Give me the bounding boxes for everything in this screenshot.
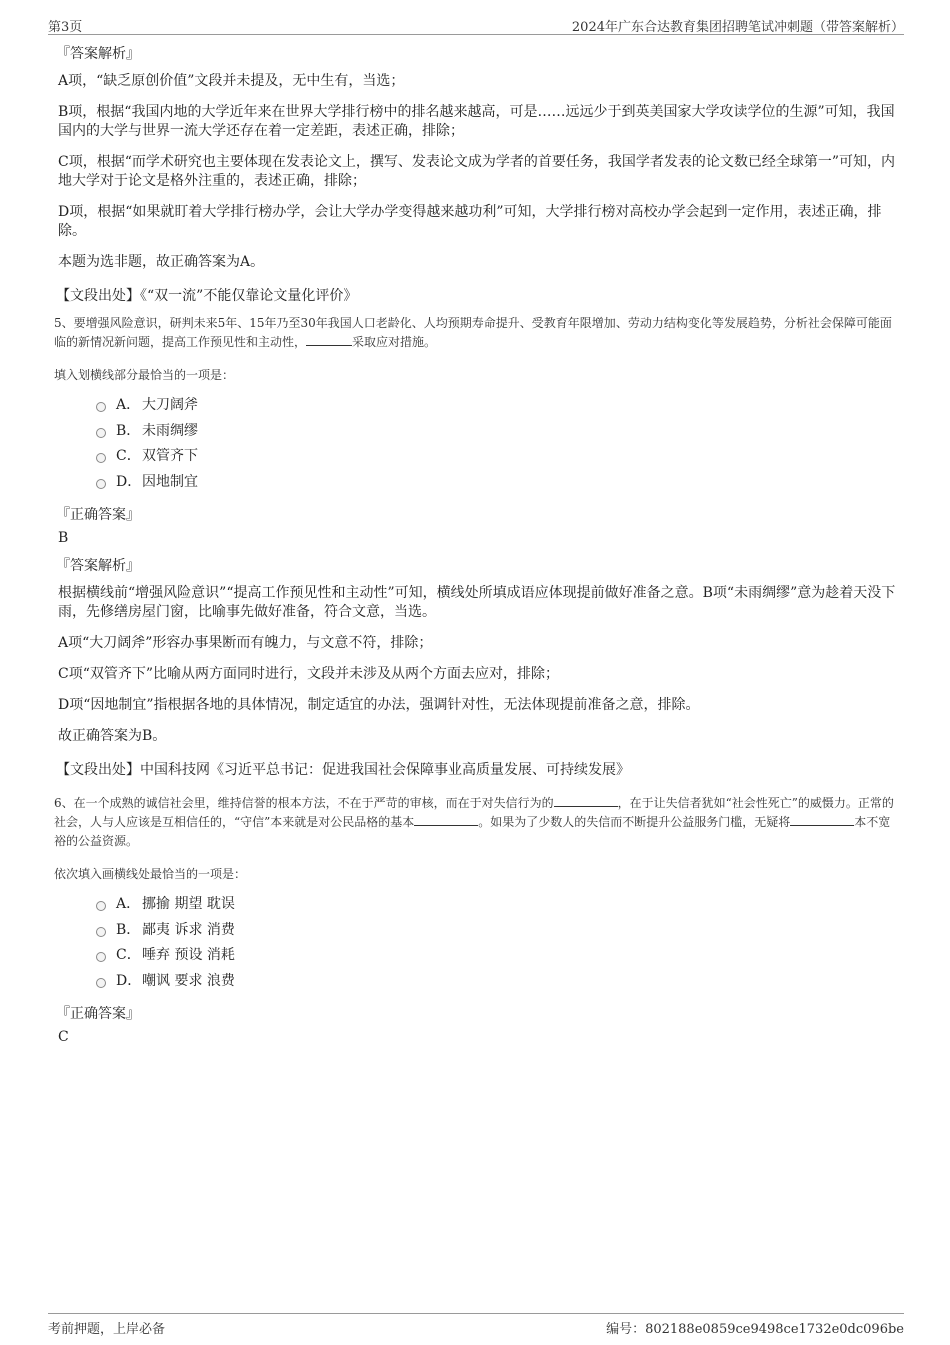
radio-icon[interactable] <box>96 428 106 438</box>
source-citation: 【文段出处】中国科技网《习近平总书记：促进我国社会保障事业高质量发展、可持续发展》 <box>56 762 630 778</box>
analysis-paragraph: B项，根据“我国内地的大学近年来在世界大学排行榜中的排名越来越高，可是……远远少于到英美国家大学攻读学位的生源”可知，我国国内的大学与世界一流大学还存在着一定差距，表述正确，排除； <box>58 104 895 139</box>
correct-answer: C <box>58 1029 69 1045</box>
analysis-paragraph: 根据横线前“增强风险意识”“提高工作预见性和主动性”可知，横线处所填成语应体现提前做好准备之意。B项“未雨绸缪”意为趁着天没下雨，先修缮房屋门窗，比喻事先做好准备，符合文意，当选。 <box>58 585 896 620</box>
radio-icon[interactable] <box>96 927 106 937</box>
page-number: 第3页 <box>48 20 83 35</box>
analysis-tag: 『答案解析』 <box>56 558 140 574</box>
option-c[interactable]: C．唾弃 预设 消耗 <box>96 945 898 971</box>
radio-icon[interactable] <box>96 479 106 489</box>
answer-blank <box>554 794 618 807</box>
question-6-prompt: 依次填入画横线处最恰当的一项是： <box>54 867 247 881</box>
analysis-paragraph: D项“因地制宜”指根据各地的具体情况，制定适宜的办法，强调针对性，无法体现提前准备之意，排除。 <box>58 697 700 713</box>
analysis-paragraph: A项“大刀阔斧”形容办事果断而有魄力，与文意不符，排除； <box>58 635 433 651</box>
analysis-paragraph: D项，根据“如果就盯着大学排行榜办学，会让大学办学变得越来越功利”可知，大学排行榜对高校办学会起到一定作用，表述正确，排除。 <box>58 204 882 239</box>
radio-icon[interactable] <box>96 978 106 988</box>
option-d[interactable]: D．嘲讽 要求 浪费 <box>96 971 898 997</box>
radio-icon[interactable] <box>96 901 106 911</box>
option-b[interactable]: B． 未雨绸缪 <box>96 421 898 447</box>
question-6-stem: 6、在一个成熟的诚信社会里，维持信誉的根本方法，不在于严苛的审核，而在于对失信行为的 ，在于让失信者犹如“社会性死亡”的威慑力。正常的社会，人与人应该是互相信任的，“守信”本来就是对公民品格的基本 。如果为了少数人的失信而不断提升公益服务门槛，无疑将 本不宽裕的公益资源。 <box>54 796 894 848</box>
option-c[interactable]: C．双管齐下 <box>96 446 898 472</box>
radio-icon[interactable] <box>96 453 106 463</box>
page-content <box>56 44 898 1055</box>
correct-answer-tag: 『正确答案』 <box>56 1006 140 1022</box>
document-code: 编号：802188e0859ce9498ce1732e0dc096be <box>606 1322 904 1337</box>
answer-blank <box>414 813 478 826</box>
correct-answer: B <box>58 530 69 546</box>
question-5-stem: 5、要增强风险意识，研判未来5年、15年乃至30年我国人口老龄化、人均预期寿命提升、受教育年限增加、劳动力结构变化等发展趋势，分析社会保障可能面临的新情况新问题，提高工作预见性和主动性， 采取应对措施。 <box>54 316 892 349</box>
page-header <box>48 14 904 35</box>
page-footer <box>48 1313 904 1336</box>
question-6-options <box>96 894 898 996</box>
footer-slogan: 考前押题，上岸必备 <box>48 1322 166 1337</box>
correct-answer-tag: 『正确答案』 <box>56 507 140 523</box>
answer-blank <box>306 333 352 346</box>
source-citation: 【文段出处】《“双一流”不能仅靠论文量化评价》 <box>56 288 358 304</box>
question-5-prompt: 填入划横线部分最恰当的一项是： <box>54 368 235 382</box>
analysis-conclusion: 本题为选非题，故正确答案为A。 <box>58 254 265 270</box>
answer-blank <box>790 813 854 826</box>
radio-icon[interactable] <box>96 952 106 962</box>
analysis-paragraph: C项“双管齐下”比喻从两方面同时进行，文段并未涉及从两个方面去应对，排除； <box>58 666 560 682</box>
option-b[interactable]: B． 鄙夷 诉求 消费 <box>96 920 898 946</box>
option-a[interactable]: A． 大刀阔斧 <box>96 395 898 421</box>
option-a[interactable]: A． 挪揄 期望 耽误 <box>96 894 898 920</box>
analysis-tag: 『答案解析』 <box>56 46 140 62</box>
analysis-paragraph: A项，“缺乏原创价值”文段并未提及，无中生有，当选； <box>58 73 405 89</box>
question-5-options <box>96 395 898 497</box>
analysis-paragraph: C项，根据“而学术研究也主要体现在发表论文上，撰写、发表论文成为学者的首要任务，我国学者发表的论文数已经全球第一”可知，内地大学对于论文是格外注重的，表述正确，排除； <box>58 154 896 189</box>
analysis-conclusion: 故正确答案为B。 <box>58 728 167 744</box>
radio-icon[interactable] <box>96 402 106 412</box>
document-title: 2024年广东合达教育集团招聘笔试冲刺题（带答案解析） <box>571 20 904 35</box>
option-d[interactable]: D．因地制宜 <box>96 472 898 498</box>
